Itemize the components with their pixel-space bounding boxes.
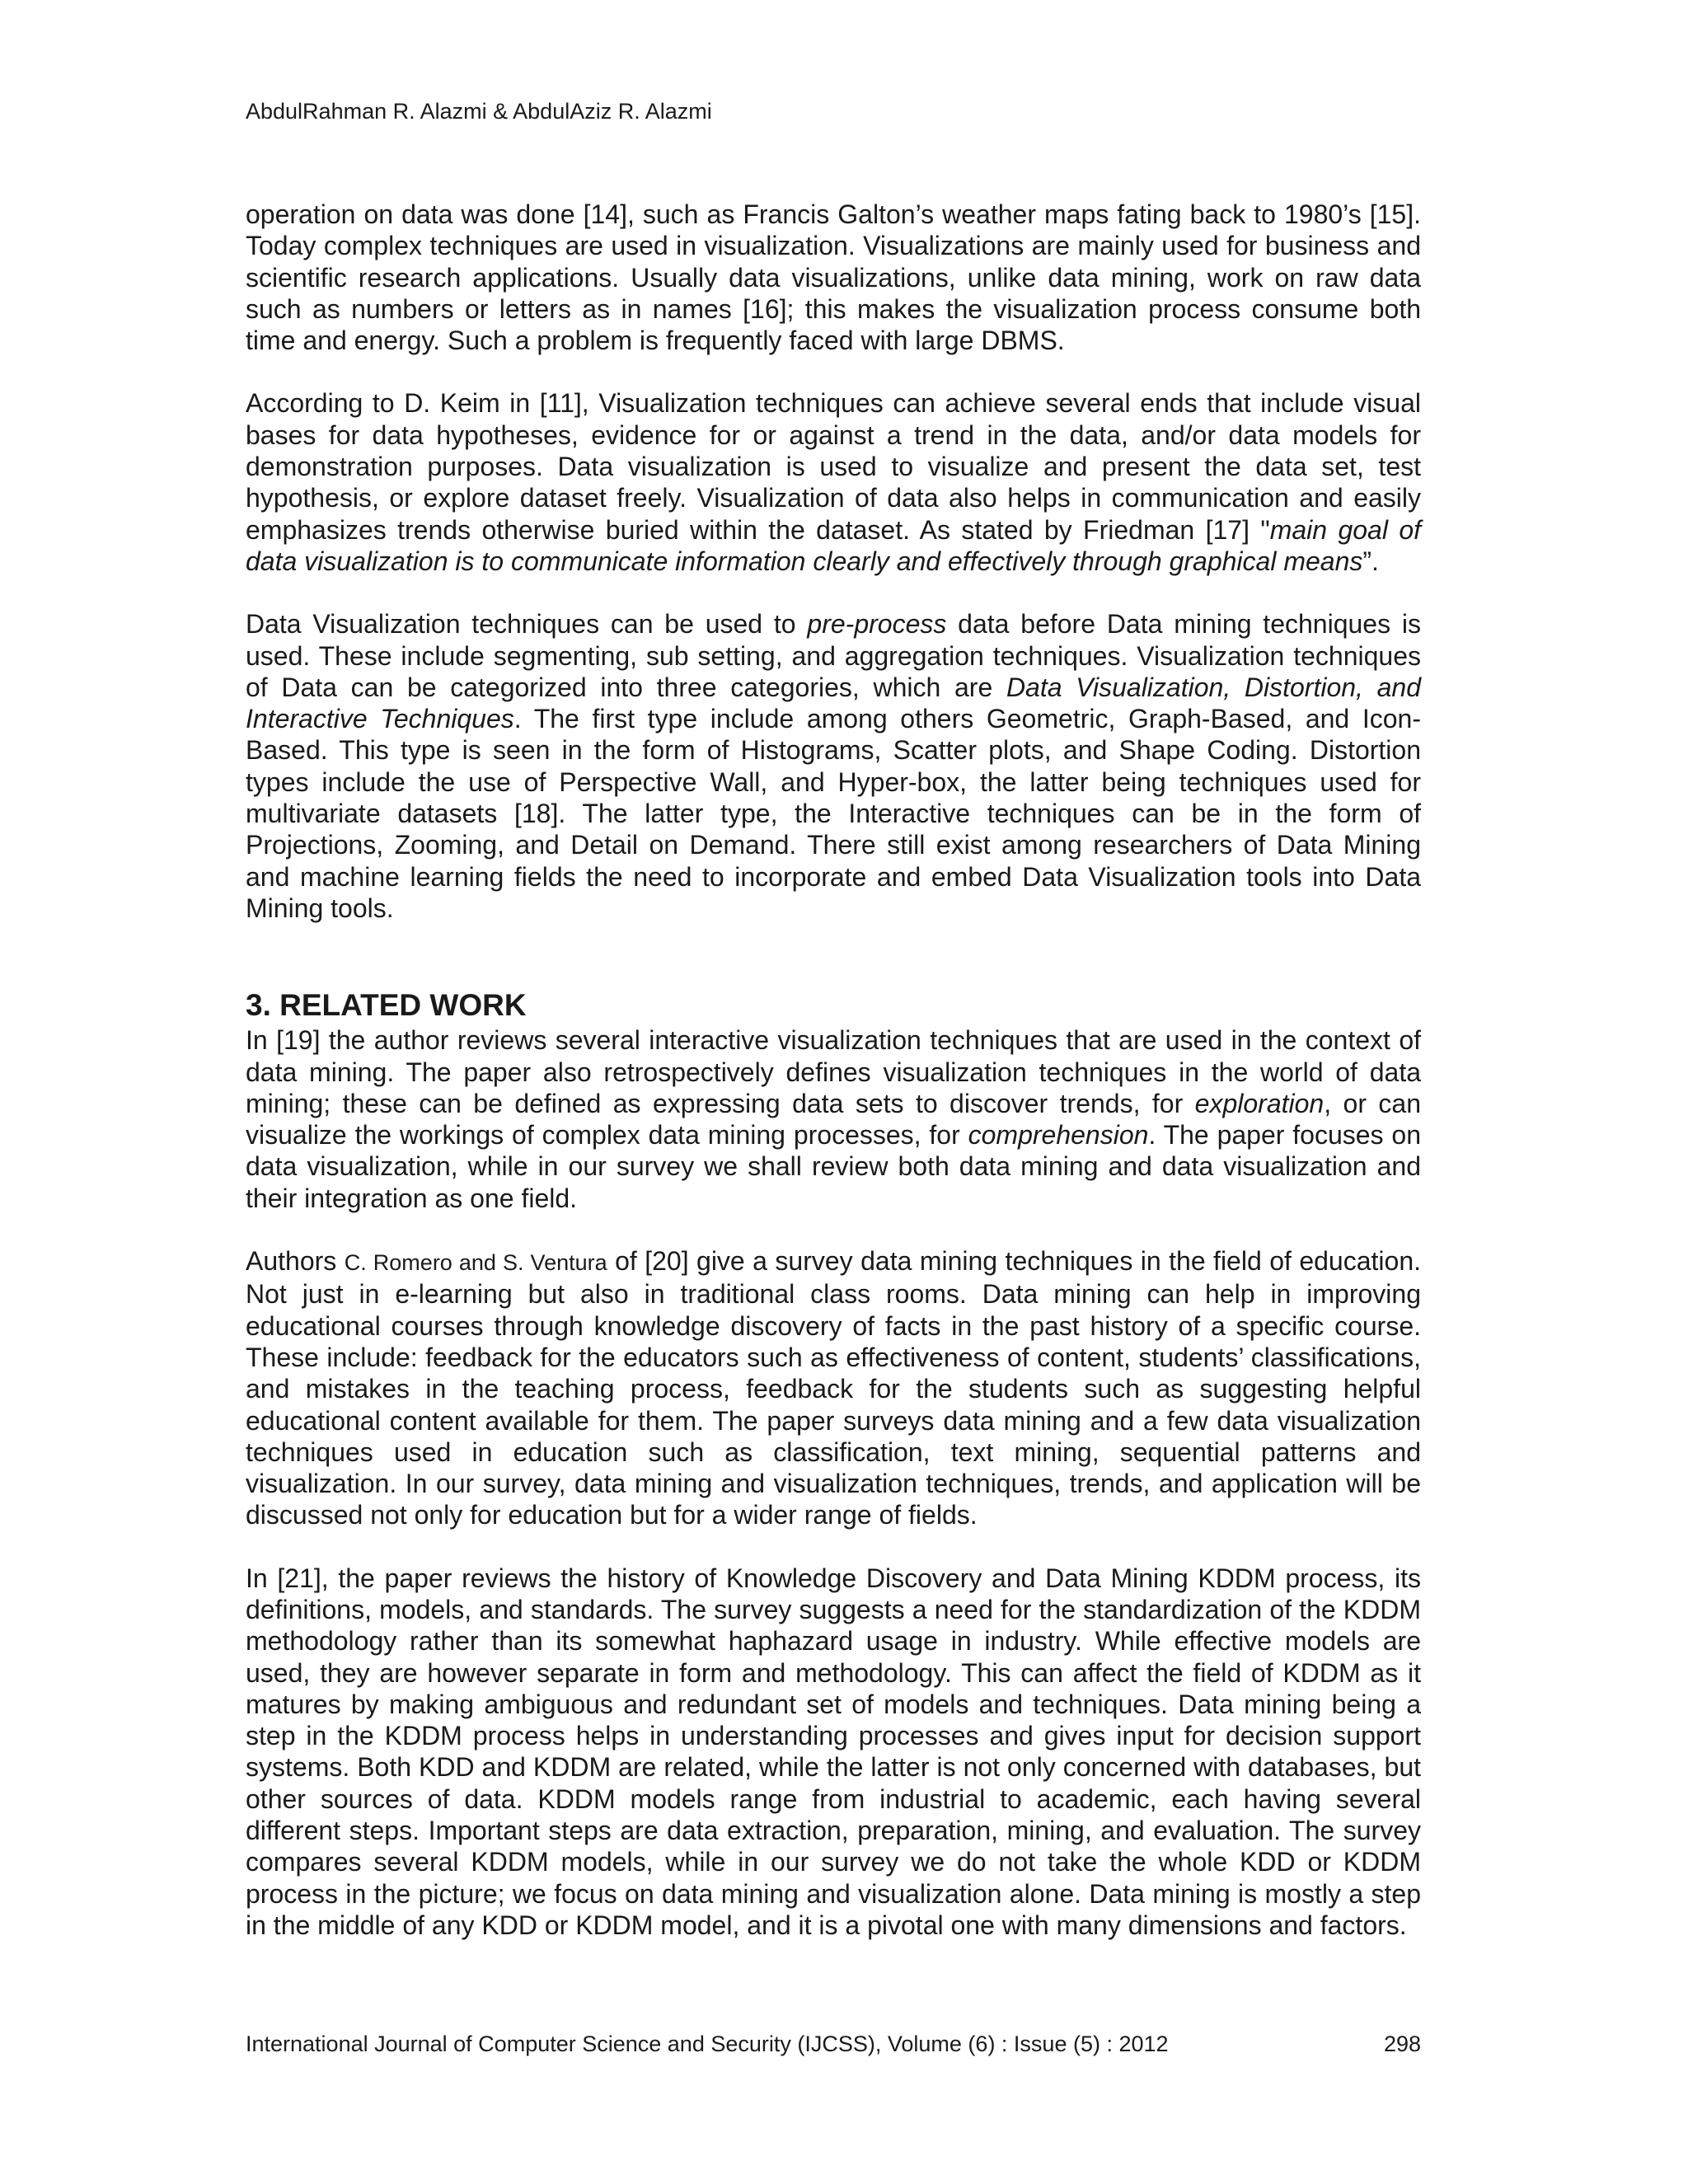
emphasis-exploration: exploration xyxy=(1194,1088,1325,1118)
paragraph-ref-20 xyxy=(246,1245,1421,1531)
paragraph-text: According to D. Keim in [11], Visualization techniques can achieve several ends that include visual bases for data hypotheses, evidence for or against a trend in the data, and/or data models for demonstration purposes. Data visualization is used to visualize and present the data set, test hypothesis, or explore dataset freely. Visualization of data also helps in communication and easily emphasizes trends otherwise buried within the dataset. As stated by Friedman [17] " xyxy=(246,388,1421,545)
paragraph-text: Authors xyxy=(246,1246,345,1277)
paragraph-text: . The paper focuses on data visualization, while in our survey we shall review both data mining and data visualization and their integration as one field. xyxy=(246,1120,1422,1213)
friedman-quote: main goal of data visualization is to communicate information clearly and effectively through graphical means xyxy=(246,514,1422,576)
paragraph-text: . The first type include among others Geometric, Graph-Based, and Icon-Based. This type is seen in the form of Histograms, Scatter plots, and Shape Coding. Distortion types include the use of Perspective Wall, and Hyper-box, the latter being techniques used for multivariate datasets [18]. The latter type, the Interactive techniques can be in the form of Projections, Zooming, and Detail on Demand. There still exist among researchers of Data Mining and machine learning fields the need to incorporate and embed Data Visualization tools into Data Mining tools. xyxy=(246,704,1422,923)
emphasis-categories: Data Visualization, Distortion, and Interactive Techniques xyxy=(246,672,1422,734)
paragraph-text: Data Visualization techniques can be used to xyxy=(246,609,808,640)
page-number: 298 xyxy=(1383,2032,1421,2056)
paragraph-galton-maps xyxy=(246,199,1421,356)
paragraph-text: operation on data was done [14], such as Francis Galton’s weather maps fating back to 1980’s [15]. Today complex techniques are used in visualization. Visualizations are mainly used for business and scientific research applications. Usually data visualizations, unlike data mining, work on raw data such as numbers or letters as in names [16]; this makes the visualization process consume both time and energy. Such a problem is frequently faced with large DBMS. xyxy=(246,199,1421,356)
paragraph-text: of [20] give a survey data mining techniques in the field of education. Not just in e-learning but also in traditional class rooms. Data mining can help in improving educational courses through knowledge discovery of facts in the past history of a specific course. These include: feedback for the educators such as effectiveness of content, students’ classifications, and mistakes in the teaching process, feedback for the students such as suggesting helpful educational content available for them. The paper surveys data mining and a few data visualization techniques used in education such as classification, text mining, sequential patterns and visualization. In our survey, data mining and visualization techniques, trends, and application will be discussed not only for education but for a wider range of fields. xyxy=(246,1246,1422,1530)
running-header: AbdulRahman R. Alazmi & AbdulAziz R. Alazmi xyxy=(246,99,712,124)
page-body xyxy=(246,199,1421,1941)
paragraph-text: In [21], the paper reviews the history of Knowledge Discovery and Data Mining KDDM process, its definitions, models, and standards. The survey suggests a need for the standardization of the KDDM methodology rather than its somewhat haphazard usage in industry. While effective models are used, they are however separate in form and methodology. This can affect the field of KDDM as it matures by making ambiguous and redundant set of models and techniques. Data mining being a step in the KDDM process helps in understanding processes and gives input for decision support systems. Both KDD and KDDM are related, while the latter is not only concerned with databases, but other sources of data. KDDM models range from industrial to academic, each having several different steps. Important steps are data extraction, preparation, mining, and evaluation. The survey compares several KDDM models, while in our survey we do not take the whole KDD or KDDM process in the picture; we focus on data mining and visualization alone. Data mining is mostly a step in the middle of any KDD or KDDM model, and it is a pivotal one with many dimensions and factors. xyxy=(246,1563,1421,1940)
paragraph-text: In [19] the author reviews several interactive visualization techniques that are used in the context of data mining. The paper also retrospectively defines visualization techniques in the world of data mining; these can be defined as expressing data sets to discover trends, for xyxy=(246,1025,1421,1118)
author-names: C. Romero and S. Ventura xyxy=(344,1250,607,1276)
emphasis-pre-process: pre-process xyxy=(807,609,947,640)
paragraph-text: , or can visualize the workings of complex data mining processes, for xyxy=(246,1088,1422,1151)
journal-citation: International Journal of Computer Science and Security (IJCSS), Volume (6) : Issue (5) : 2012 xyxy=(246,2032,1169,2056)
section-heading-related-work: 3. RELATED WORK xyxy=(246,988,527,1023)
paragraph-keim-visualization xyxy=(246,387,1421,577)
paragraph-text: ”. xyxy=(1362,546,1379,576)
paragraph-text: data before Data mining techniques is used. These include segmenting, sub setting, and aggregation techniques. Visualization techniques of Data can be categorized into three categories, which are xyxy=(246,609,1421,702)
paragraph-ref-21 xyxy=(246,1563,1421,1942)
paragraph-visualization-categories xyxy=(246,608,1421,924)
paragraph-ref-19 xyxy=(246,1024,1421,1214)
emphasis-comprehension: comprehension xyxy=(968,1120,1149,1151)
